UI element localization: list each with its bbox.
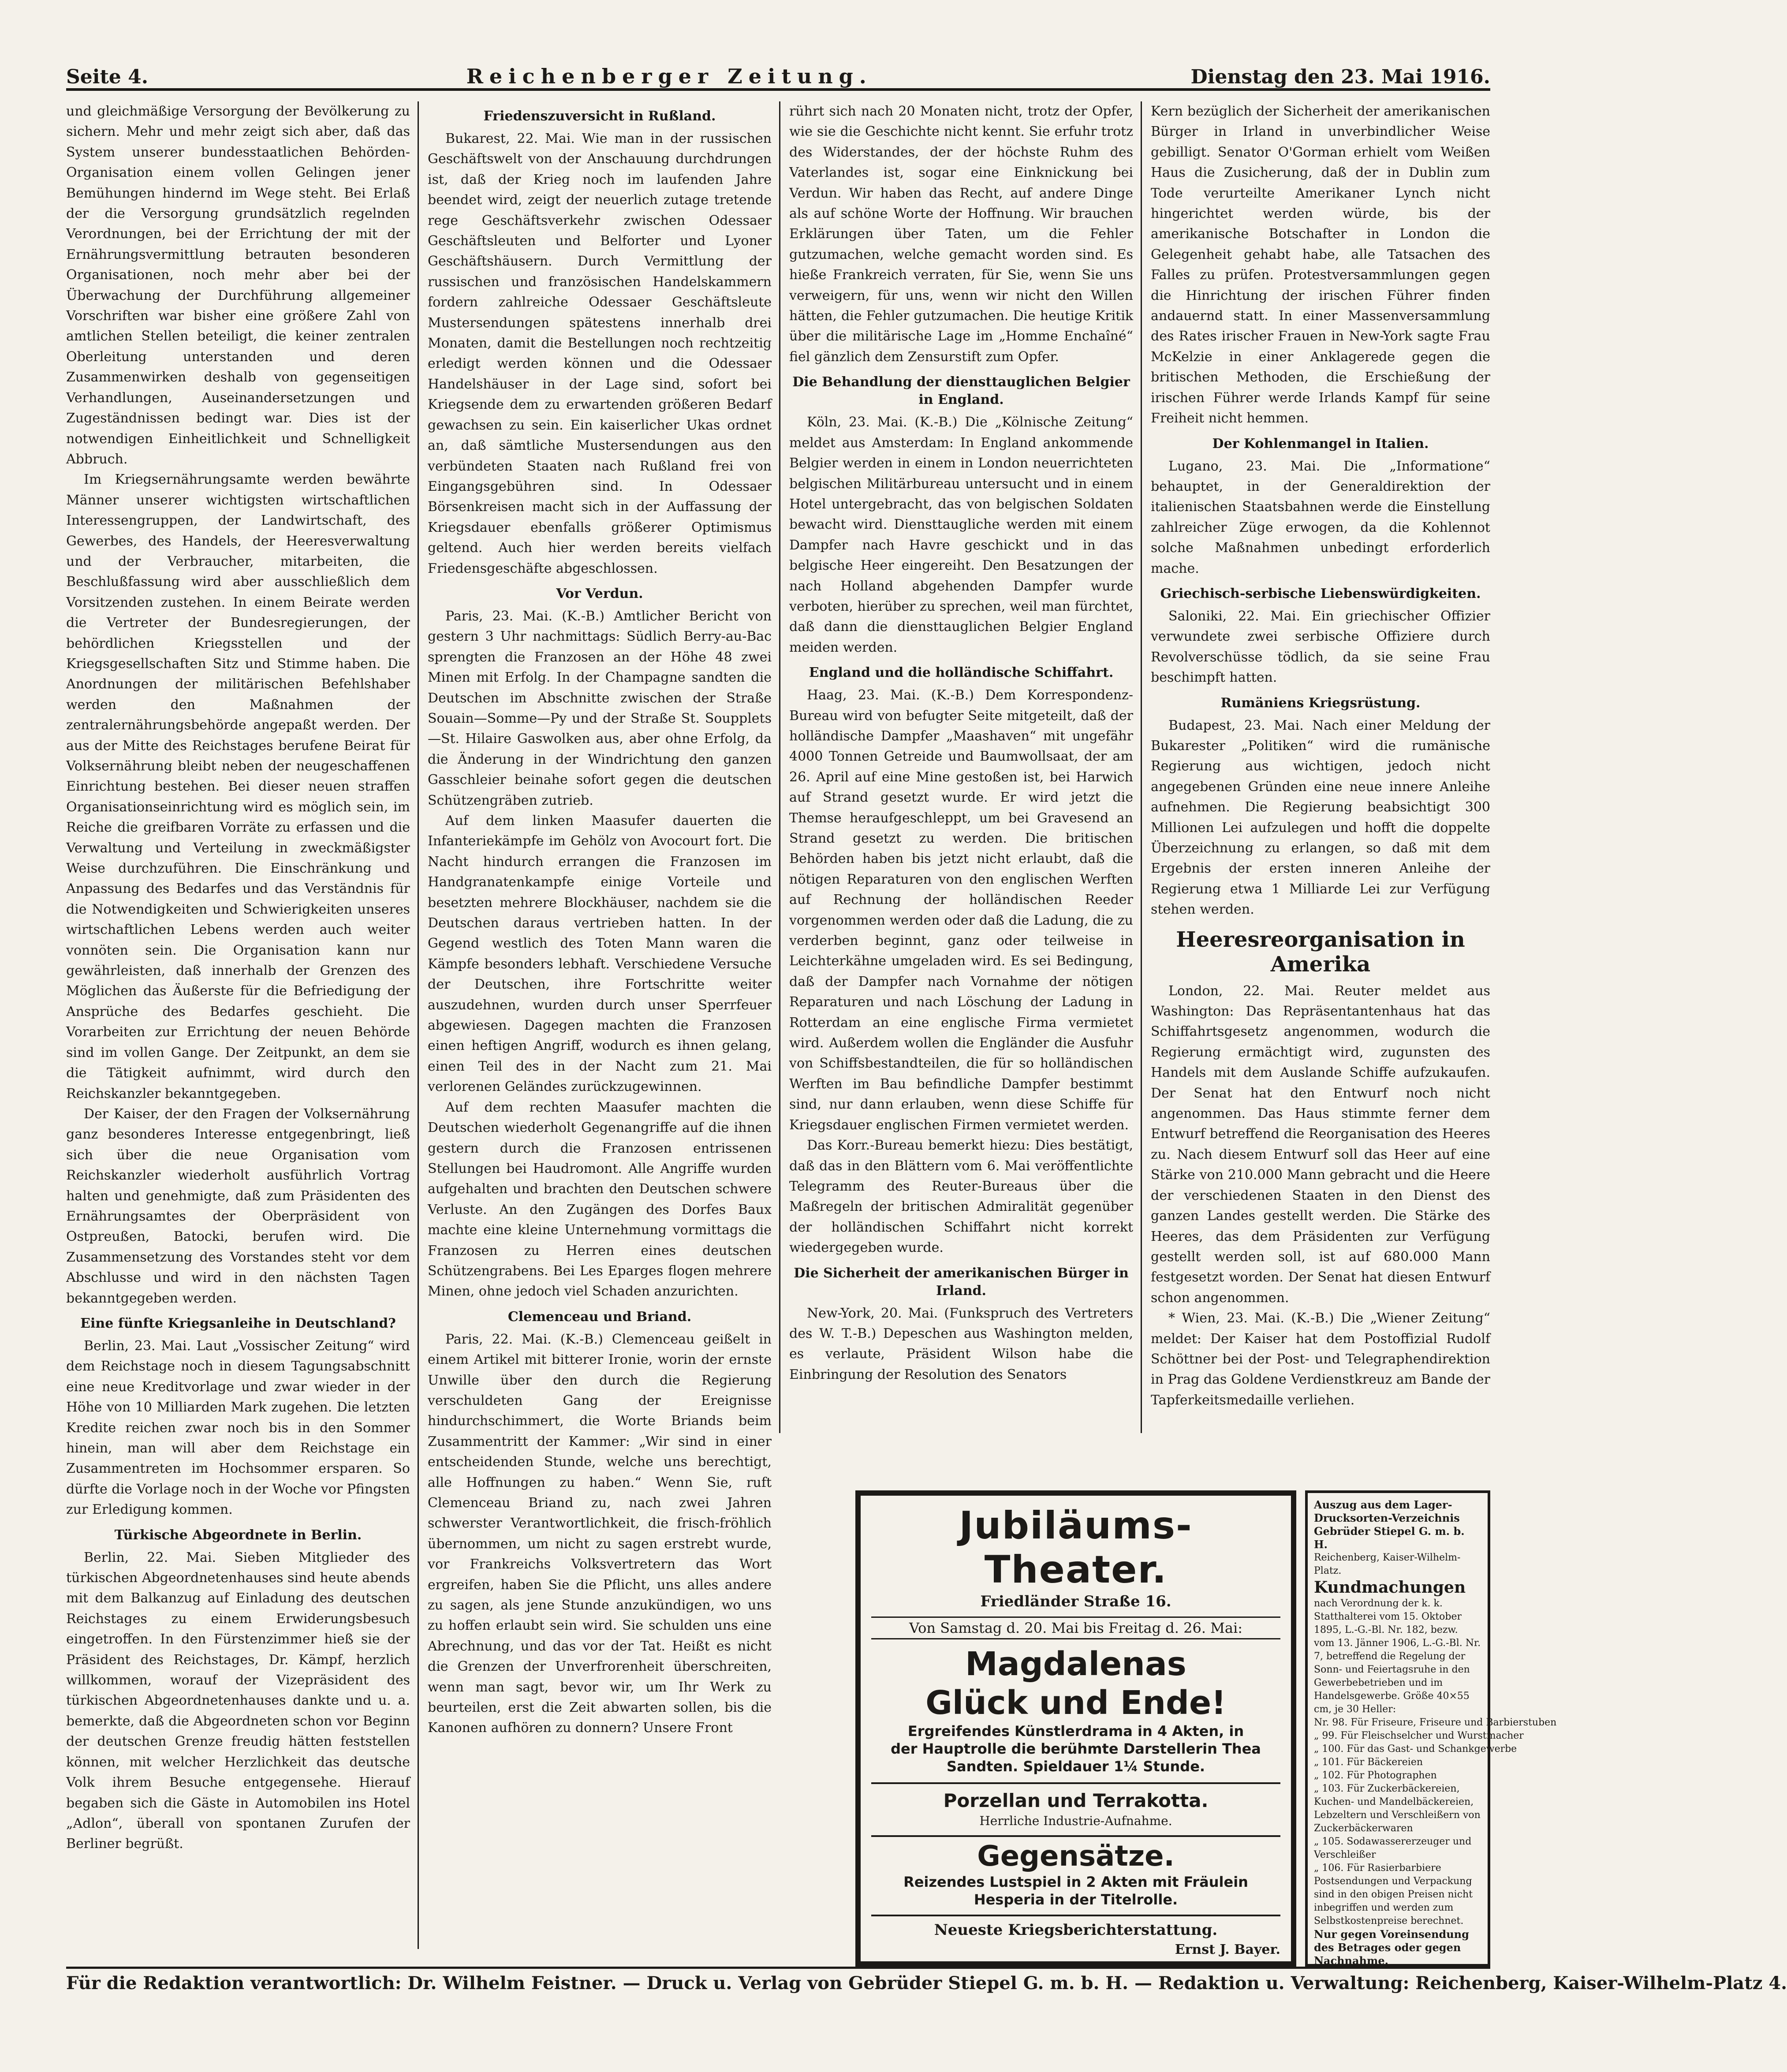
list-item: „ 102. Für Photographen: [1314, 1770, 1437, 1781]
feature-description: der Hauptrolle die berühmte Darstellerin Thea: [891, 1740, 1261, 1757]
article-paragraph: Saloniki, 22. Mai. Ein griechischer Offizier verwundete zwei serbische Offiziere durch Revolverschüsse tödlich, da sie seine Frau beschimpft hatten.: [1151, 608, 1490, 686]
article-headline: Clemenceau und Briand.: [507, 1309, 692, 1325]
column-rule: [779, 101, 780, 1433]
article-paragraph: Das Korr.-Bureau bemerkt hiezu: Dies bestätigt, daß das in den Blättern vom 6. Mai veröffentlichte Telegramm des Reuter-Bureaus über die Maßregeln der britischen Admiralität gegenüber der holländischen Schiffahrt nicht korrekt wiedergegeben wurde.: [789, 1138, 1133, 1256]
shipping-note: Postsendungen und Verpackung sind in den obigen Preisen nicht inbegriffen und werden zum Selbstkostenpreise berechnet.: [1314, 1876, 1473, 1926]
imprint-footer: Für die Redaktion verantwortlich: Dr. Wilhelm Feistner. — Druck u. Verlag von Gebrüder Stiepel G. m. b. H. — Redaktion u. Verwaltung: Reichenberg, Kaiser-Wilhelm-Platz 4.: [66, 1967, 1490, 2000]
article-paragraph: Paris, 23. Mai. (K.-B.) Amtlicher Bericht von gestern 3 Uhr nachmittags: Südlich Berry-au-Bac sprengten die Franzosen an der Höhe 48 zwei Minen mit Erfolg. In der Champagne sandten die Deutschen im Abschnitte zwischen der Straße Souain—Somme—Py und der Straße St. Soupplets—St. Hilaire Gaswolken aus, aber ohne Erfolg, da die Änderung in der Windrichtung den ganzen Gasschleier beinahe sofort gegen die deutschen Schützengräben zutrieb.: [428, 608, 772, 808]
article-paragraph: Haag, 23. Mai. (K.-B.) Dem Korrespondenz-Bureau wird von befugter Seite mitgeteilt, daß der holländische Dampfer „Maashaven“ mit ungefähr 4000 Tonnen Getreide und Baumwollsaat, der am 26. April auf eine Mine gestoßen ist, bei Harwich auf Strand gesetzt wurde. Er wird jetzt die Themse heraufgeschleppt, um bei Gravesend an Strand gesetzt zu werden. Die britischen Behörden haben bis jetzt nicht erlaubt, daß die nötigen Reparaturen von den englischen Werften auf Rechnung der holländischen Reeder vorgenommen werden oder daß die Ladung, die zu verderben beginnt, ganz oder teilweise in Leichterkähne umgeladen wird. Es sei Bedingung, daß der Dampfer nach Vornahme der nötigen Reparaturen und nach Löschung der Ladung in Rotterdam an eine englische Firma vermietet wird. Außerdem wollen die Engländer die Ausfuhr von Schiffsbestandteilen, die für so holländischen Werften im Bau befindliche Dampfer bestimmt sind, nur dann erlauben, wenn diese Schiffe für Kriegsdauer englischen Firmen vermietet werden.: [789, 687, 1133, 1133]
article-headline: England und die holländische Schiffahrt.: [809, 665, 1114, 681]
page-header: [66, 57, 1490, 91]
article-headline: Türkische Abgeordnete in Berlin.: [114, 1527, 362, 1543]
article-headline: Die Sicherheit der amerikanischen Bürger in Irland.: [794, 1265, 1129, 1299]
page-number: Seite 4.: [66, 66, 149, 88]
third-feature-title: Gegensätze.: [871, 1835, 1280, 1873]
ad-heading: Kundmachungen: [1314, 1578, 1466, 1597]
article-paragraph: Köln, 23. Mai. (K.-B.) Die „Kölnische Zeitung“ meldet aus Amsterdam: In England ankommende Belgier werden in einem in London neuerrichteten belgischen Militärbureau untersucht und in einem Hotel untergebracht, das von belgischen Soldaten bewacht wird. Diensttaugliche werden mit einem Dampfer nach Havre geschickt und in das belgische Heer eingereiht. Den Besatzungen der nach Holland abgehenden Dampfer wurde verboten, hierüber zu sprechen, weil man fürchtet, daß dann die diensttauglichen Belgier England meiden werden.: [789, 414, 1133, 655]
article-headline: Griechisch-serbische Liebenswürdigkeiten.: [1160, 586, 1481, 601]
newspaper-title: Reichenberger Zeitung.: [466, 64, 873, 88]
column-rule: [1141, 101, 1142, 1433]
list-item: „ 105. Sodawassererzeuger und Verschleißer: [1314, 1836, 1472, 1860]
column-2: [428, 101, 772, 1953]
list-item: „ 103. Für Zuckerbäckereien, Kuchen- und Mandelbäckereien, Lebzeltern und Verschleißern von Zuckerbäckerwaren: [1314, 1783, 1481, 1834]
theater-advertisement: [855, 1490, 1296, 1967]
payment-note: Nur gegen Voreinsendung des Betrages oder gegen Nachnahme.: [1314, 1928, 1469, 1967]
article-paragraph: Kern bezüglich der Sicherheit der amerikanischen Bürger in Irland in unverbindlicher Weise gebilligt. Senator O'Gorman erhielt vom Weißen Haus die Zusicherung, daß der in Dublin zum Tode verurteilte Amerikaner Lynch nicht hingerichtet werden würde, bis der amerikanische Botschafter in London die Gelegenheit gehabt habe, alle Tatsachen des Falles zu prüfen. Protestversammlungen gegen die Hinrichtung der irischen Führer finden andauernd statt. In einer Massenversammlung des Rates irischer Frauen in New-York sagte Frau McKelzie in einer Anklagerede gegen die britischen Methoden, die Erschießung der irischen Führer werde Irlands Kampf für seine Freiheit nicht hemmen.: [1151, 104, 1490, 426]
article-paragraph: London, 22. Mai. Reuter meldet aus Washington: Das Repräsentantenhaus hat das Schiffahrtsgesetz angenommen, wodurch die Regierung ermächtigt wird, zugunsten des Handels mit dem Auslande Schiffe aufzukaufen. Der Senat hat den Entwurf noch nicht angenommen. Das Haus stimmte ferner dem Entwurf betreffend die Reorganisation des Heeres zu. Nach diesem Entwurf soll das Heer auf eine Stärke von 210.000 Mann gebracht und die Heere der verschiedenen Staaten in den Dienst des ganzen Landes gestellt werden. Die Stärke des Heeres, das dem Präsidenten zur Verfügung gestellt werden soll, ist auf 680.000 Mann festgesetzt worden. Der Senat hat diesen Entwurf schon angenommen.: [1151, 983, 1490, 1306]
second-feature-title: Porzellan und Terrakotta.: [871, 1782, 1280, 1813]
print-shop-advertisement: [1305, 1490, 1557, 1967]
ad-intro-line: Auszug aus dem Lager-: [1314, 1498, 1452, 1511]
feature-description: Ergreifendes Künstlerdrama in 4 Akten, in: [907, 1723, 1244, 1740]
ad-intro-line: Drucksorten-Verzeichnis: [1314, 1512, 1460, 1524]
article-paragraph: Budapest, 23. Mai. Nach einer Meldung der Bukarester „Politiken“ wird die rumänische Regierung aus wichtigen, jedoch nicht angegebenen Gründen eine neue innere Anleihe aufnehmen. Die Regierung beabsichtigt 300 Millionen Lei aufzulegen und hofft die doppelte Überzeichnung zu erlangen, so daß mit dem Ergebnis der ersten inneren Anleihe der Regierung etwa 1 Milliarde Lei zur Verfügung stehen werden.: [1151, 717, 1490, 918]
item-list: [1314, 1716, 1557, 1875]
feature-title-line-1: Magdalenas: [965, 1645, 1186, 1683]
column-rule: [418, 101, 419, 1949]
article-paragraph: Berlin, 22. Mai. Sieben Mitglieder des türkischen Abgeordnetenhauses sind heute abends mit dem Balkanzug auf Einladung des deutschen Reichstages zu einem Erwiderungsbesuch eingetroffen. In den Fürstenzimmer hieß sie der Präsident des Reichstages, Dr. Kämpf, herzlich willkommen, worauf der Vizepräsident des türkischen Abgeordnetenhauses dankte und u. a. bemerkte, daß die Abgeordneten schon vor Beginn der deutschen Grenze freudig hätten feststellen können, mit welcher Herzlichkeit das deutsche Volk ihrem Besuche entgegensehe. Hierauf begaben sich die Gäste in Automobilen ins Hotel „Adlon“, überall von spontanen Zurufen der Berliner begrüßt.: [66, 1549, 410, 1852]
list-item: „ 99. Für Fleischselcher und Wurstmacher: [1314, 1730, 1524, 1741]
proprietor-signature: Ernst J. Bayer.: [1175, 1942, 1280, 1957]
article-paragraph: Paris, 22. Mai. (K.-B.) Clemenceau geißelt in einem Artikel mit bitterer Ironie, worin der ernste Unwille über den durch die Regierung verschuldeten Gang der Ereignisse hindurchschimmert, die Worte Briands beim Zusammentritt der Kammer: „Wir sind in einer entscheidenden Stunde, welche uns berechtigt, alle Hoffnungen zu haben.“ Wenn Sie, ruft Clemenceau Briand zu, nach zwei Jahren schwerster Verantwortlichkeit, die frisch-fröhlich übernommen, um nicht zu sagen erstrebt wurde, vor Frankreichs Volksvertretern das Wort ergreifen, haben Sie die Pflicht, uns alles andere zu sagen, als jene Stunde anzukündigen, wo uns zu hoffen erlaubt sein wird. Sie schulden uns eine Abrechnung, und das vor der Tat. Heißt es nicht die Grenzen der Unverfrorenheit überschreiten, wenn man sagt, bevor wir, um Ihr Werk zu beurteilen, erst die Zeit abwarten sollen, bis die Kanonen aufhören zu donnern? Unsere Front: [428, 1331, 772, 1736]
column-4: [1151, 101, 1490, 1429]
article-paragraph: Auf dem linken Maasufer dauerten die Infanteriekämpfe im Gehölz von Avocourt fort. Die Nacht hindurch errangen die Franzosen im Handgranatenkampfe einige Vorteile und besetzten mehrere Blockhäuser, nachdem sie die Deutschen daraus vertrieben hatten. In der Gegend westlich des Toten Mann waren die Kämpfe besonders lebhaft. Verschiedene Versuche der Deutschen, ihre Fortschritte weiter auszudehnen, wurden durch unser Sperrfeuer abgewiesen. Dagegen machten die Franzosen einen heftigen Angriff, wodurch es ihnen gelang, einen Teil des in der Nacht zum 21. Mai verlorenen Geländes zurückzugewinnen.: [428, 813, 772, 1095]
article-headline: Friedenszuversicht in Rußland.: [483, 108, 716, 124]
article-headline: Eine fünfte Kriegsanleihe in Deutschland?: [80, 1315, 396, 1331]
article-paragraph: New-York, 20. Mai. (Funkspruch des Vertreters des W. T.-B.) Depeschen aus Washington melden, es verlaute, Präsident Wilson habe die Einbringung der Resolution des Senators: [789, 1305, 1133, 1382]
list-item: „ 101. Für Bäckereien: [1314, 1757, 1423, 1768]
article-headline: Der Kohlenmangel in Italien.: [1212, 436, 1429, 452]
second-feature-description: Herrliche Industrie-Aufnahme.: [979, 1814, 1172, 1828]
third-feature-description: Hesperia in der Titelrolle.: [974, 1891, 1178, 1908]
column-3: [789, 101, 1133, 1429]
article-paragraph: Lugano, 23. Mai. Die „Informatione“ behauptet, in der Generaldirektion der italienischen Staatsbahnen werde die Einstellung zahlreicher Züge erwogen, da die Kohlennot solche Maßnahmen unbedingt erforderlich mache.: [1151, 458, 1490, 576]
newspaper-page: [66, 57, 1787, 2024]
feature-title-line-2: Glück und Ende!: [925, 1684, 1226, 1722]
article-headline: Vor Verdun.: [556, 586, 643, 601]
list-item: „ 100. Für das Gast- und Schankgewerbe: [1314, 1743, 1517, 1755]
list-item: „ 106. Für Rasierbarbiere: [1314, 1863, 1441, 1874]
article-paragraph: und gleichmäßige Versorgung der Bevölkerung zu sichern. Mehr und mehr zeigt sich aber, daß das System unserer bundesstaatlichen Behörden-Organisation einem vollen Gelingen jener Bemühungen hindernd im Wege steht. Bei Erlaß der die Versorgung grundsätzlich regelnden Verordnungen, bei der Errichtung der mit der Ernährungsvermittlung betrauten besonderen Organisationen, noch mehr aber bei der Überwachung der Durchführung allgemeiner Vorschriften war bisher eine größere Zahl von amtlichen Stellen beteiligt, die keiner zentralen Oberleitung unterstanden und deren Zusammenwirken deshalb von gegenseitigen Verhandlungen, Auseinandersetzungen und Zugeständnissen bedingt war. Dies ist der notwendigen Einheitlichkeit und Schnelligkeit Abbruch.: [66, 104, 410, 467]
column-1: [66, 101, 410, 1953]
company-location: Reichenberg, Kaiser-Wilhelm-Platz.: [1314, 1552, 1461, 1576]
third-feature-description: Reizendes Lustspiel in 2 Akten mit Fräulein: [903, 1874, 1248, 1890]
newsreel-line: Neueste Kriegsberichterstattung.: [871, 1915, 1280, 1941]
company-name: Gebrüder Stiepel G. m. b. H.: [1314, 1525, 1465, 1551]
article-paragraph: Der Kaiser, der den Fragen der Volksernährung ganz besonderes Interesse entgegenbringt, ließ sich über die neue Organisation vom Reichskanzler wiederholt ausführlich Vortrag halten und genehmigte, daß zum Präsidenten des Ernährungsamtes der Oberpräsident von Ostpreußen, Batocki, berufen wird. Die Zusammensetzung des Vorstandes steht vor dem Abschlusse und wird in den nächsten Tagen bekanntgegeben werden.: [66, 1106, 410, 1306]
show-dates: Von Samstag d. 20. Mai bis Freitag d. 26. Mai:: [871, 1617, 1280, 1639]
article-paragraph: rührt sich nach 20 Monaten nicht, trotz der Opfer, wie sie die Geschichte nicht kennt. Sie erfuhr trotz des Widerstandes, der der höchste Ruhm des Vaterlandes ist, sogar eine Einknickung bei Verdun. Wir haben das Recht, auf andere Dinge als auf schöne Worte der Hoffnung. Wir brauchen Erklärungen über Taten, um die Fehler gutzumachen, welche gemacht worden sind. Es hieße Frankreich verraten, für Sie, wenn Sie uns verweigern, für uns, wenn wir nicht den Willen hätten, die Fehler gutzumachen. Die heutige Kritik über die militärische Lage im „Homme Enchaîné“ fiel gänzlich dem Zensurstift zum Opfer.: [789, 104, 1133, 365]
feature-description: Sandten. Spieldauer 1¼ Stunde.: [946, 1758, 1205, 1775]
article-paragraph: Berlin, 23. Mai. Laut „Vossischer Zeitung“ wird dem Reichstage noch in diesem Tagungsabschnitt eine neue Kreditvorlage und zwar wieder in der Höhe von 10 Milliarden Mark zugehen. Die letzten Kredite reichen zwar noch bis in den Sommer hinein, man will aber dem Reichstage ein Zusammentreten im Hochsommer ersparen. So dürfte die Vorlage noch in der Woche vor Pfingsten zur Erledigung kommen.: [66, 1338, 410, 1518]
issue-date: Dienstag den 23. Mai 1916.: [1190, 66, 1490, 88]
article-headline: Rumäniens Kriegsrüstung.: [1220, 695, 1421, 711]
article-paragraph: Im Kriegsernährungsamte werden bewährte Männer unserer wichtigsten wirtschaftlichen Interessengruppen, der Landwirtschaft, des Gewerbes, des Handels, der Heeresverwaltung und der Verbraucher, mitarbeiten, die Beschlußfassung wird aber ausschließlich dem Vorsitzenden zustehen. In einem Beirate werden die Vertreter der Bundesregierungen, der behördlichen Kriegsstellen und der Kriegsgesellschaften Sitz und Stimme haben. Die Anordnungen der militärischen Befehlshaber werden den Maßnahmen der zentralernährungsbehörde angepaßt werden. Der aus der Mitte des Reichstages berufene Beirat für Volksernährung bleibt neben der neugeschaffenen Einrichtung bestehen. Bei dieser neuen straffen Organisationseinrichtung wird es möglich sein, im Reiche die greifbaren Vorräte zu erfassen und die Verwaltung und Verteilung in zweckmäßigster Weise durchzuführen. Die Einschränkung und Anpassung des Bedarfes und das Verständnis für die Notwendigkeiten und Schwierigkeiten unseres wirtschaftlichen Lebens werden auch weiter vonnöten sein. Die Organisation kann nur gewährleisten, daß innerhalb der Grenzen des Möglichen das Äußerste für die Befriedigung der Ansprüche des Bedarfes geschieht. Die Vorarbeiten zur Errichtung der neuen Behörde sind im vollen Gange. Der Zeitpunkt, an dem sie die Tätigkeit aufnimmt, wird durch den Reichskanzler bekanntgegeben.: [66, 472, 410, 1101]
article-headline-large: Heeresreorganisation in Amerika: [1176, 927, 1465, 977]
article-paragraph: Auf dem rechten Maasufer machten die Deutschen wiederholt Gegenangriffe auf die ihnen gestern durch die Franzosen entrissenen Stellungen bei Haudromont. Alle Angriffe wurden aufgehalten und brachten den Deutschen schwere Verluste. An den Zugängen des Dorfes Baux machte eine kleine Unternehmung vormittags die Franzosen zu Herren eines deutschen Schützengrabens. Bei Les Eparges flogen mehrere Minen, ohne jedoch viel Schaden anzurichten.: [428, 1099, 772, 1299]
article-paragraph: * Wien, 23. Mai. (K.-B.) Die „Wiener Zeitung“ meldet: Der Kaiser hat dem Postoffizial Rudolf Schöttner bei der Post- und Telegraphendirektion in Prag das Goldene Verdienstkreuz am Bande der Tapferkeitsmedaille verliehen.: [1151, 1310, 1490, 1408]
list-item: Nr. 98. Für Friseure, Friseure und Barbierstuben: [1314, 1717, 1557, 1728]
ad-intro-text: nach Verordnung der k. k. Statthalterei vom 15. Oktober 1895, L.-G.-Bl. Nr. 182, bezw. vom 13. Jänner 1906, L.-G.-Bl. Nr. 7, betreffend die Regelung der Sonn- und Feiertagsruhe in den Gewerbebetrieben und im Handelsgewerbe. Größe 40×55 cm, je 30 Heller:: [1314, 1598, 1481, 1715]
article-headline: Die Behandlung der diensttauglichen Belgier in England.: [792, 374, 1130, 408]
article-paragraph: Bukarest, 22. Mai. Wie man in der russischen Geschäftswelt von der Anschauung durchdrungen ist, daß der Krieg noch im laufenden Jahre beendet wird, zeigt der neuerlich zutage tretende rege Geschäftsverkehr zwischen Odessaer Geschäftsleuten und Belforter und Lyoner Geschäftshäusern. Durch Vermittlung der russischen und französischen Handelskammern fordern zahlreiche Odessaer Geschäftsleute Mustersendungen spätestens innerhalb drei Monaten, damit die Bestellungen noch rechtzeitig erledigt werden können und die Odessaer Handelshäuser in der Lage sind, sofort bei Kriegsende dem zu erwartenden größeren Bedarf gewachsen zu sein. Ein kaiserlicher Ukas ordnet an, daß sämtliche Mustersendungen aus den verbündeten Staaten nach Rußland frei von Eingangsgebühren sind. In Odessaer Börsenkreisen macht sich in der Auffassung der Kriegsdauer ebenfalls größerer Optimismus geltend. Auch hier werden bereits vielfach Friedensgeschäfte abgeschlossen.: [428, 131, 772, 576]
theater-address: Friedländer Straße 16.: [980, 1593, 1171, 1610]
theater-name: Jubiläums-Theater.: [959, 1504, 1193, 1592]
